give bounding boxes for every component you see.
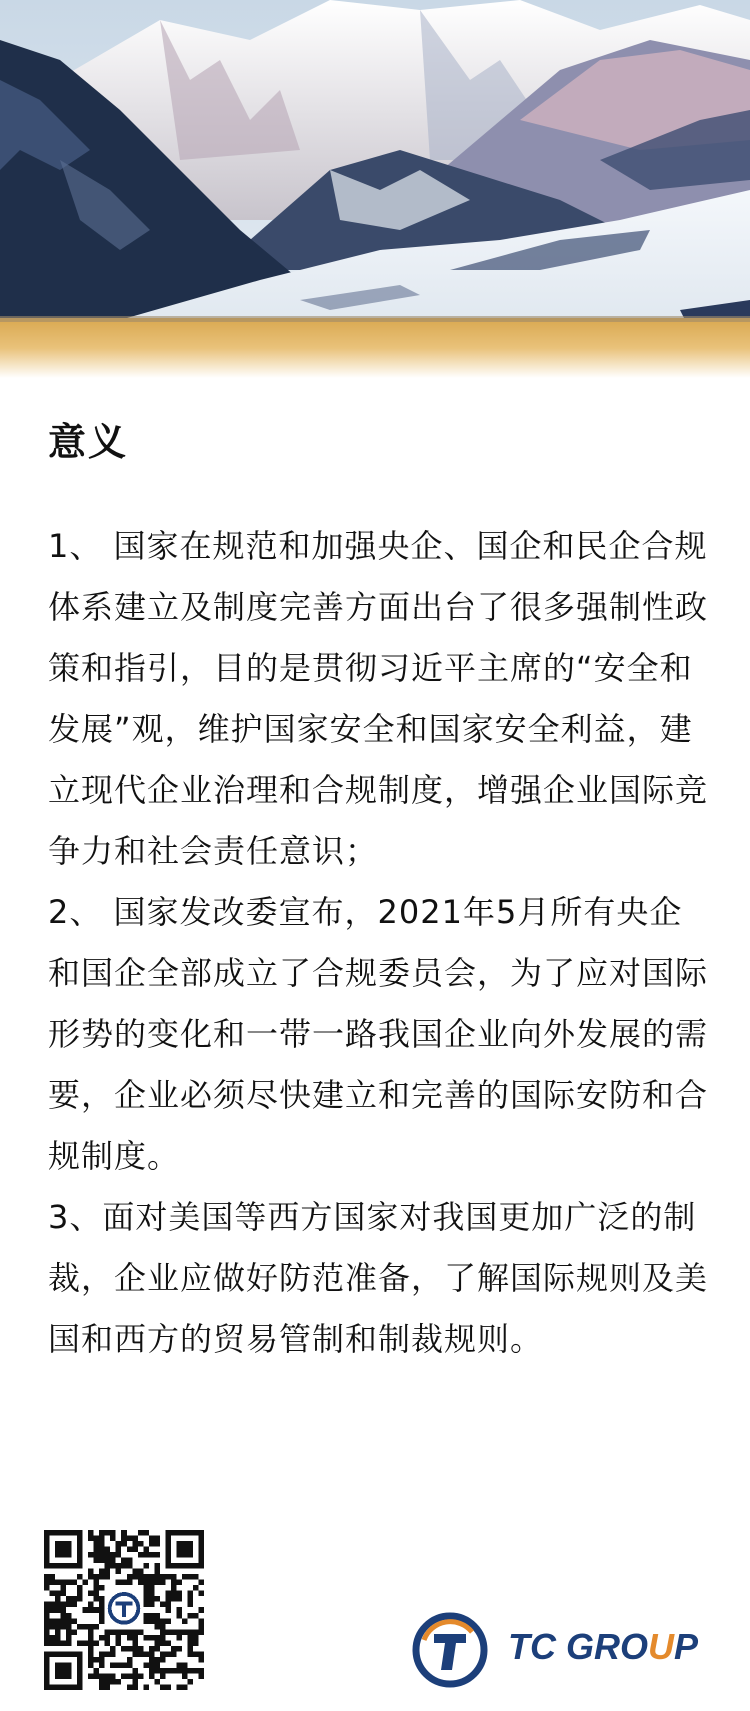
article-body: [48, 420, 708, 1370]
tc-group-logo: [410, 1610, 710, 1690]
tc-group-logo-text: TC GROUP: [508, 1626, 699, 1667]
article-heading: 意义: [48, 420, 129, 464]
paragraph-1: 1、 国家在规范和加强央企、国企和民企合规体系建立及制度完善方面出台了很多强制性政策和指引，目的是贯彻习近平主席的“安全和发展”观，维护国家安全和国家安全利益，建立现代企业治理和合规制度，增强企业国际竞争力和社会责任意识；: [48, 526, 709, 870]
paragraph-3: 3、面对美国等西方国家对我国更加广泛的制裁，企业应做好防范准备，了解国际规则及美国和西方的贸易管制和制裁规则。: [48, 1197, 709, 1358]
mountain-landscape-image: [0, 0, 750, 378]
paragraph-2: 2、 国家发改委宣布，2021年5月所有央企和国企全部成立了合规委员会，为了应对国际形势的变化和一带一路我国企业向外发展的需要，企业必须尽快建立和完善的国际安防和合规制度。: [48, 892, 709, 1175]
tc-group-logo-icon: [410, 1610, 490, 1690]
qr-code-icon[interactable]: [44, 1530, 204, 1690]
footer: [0, 1510, 750, 1710]
